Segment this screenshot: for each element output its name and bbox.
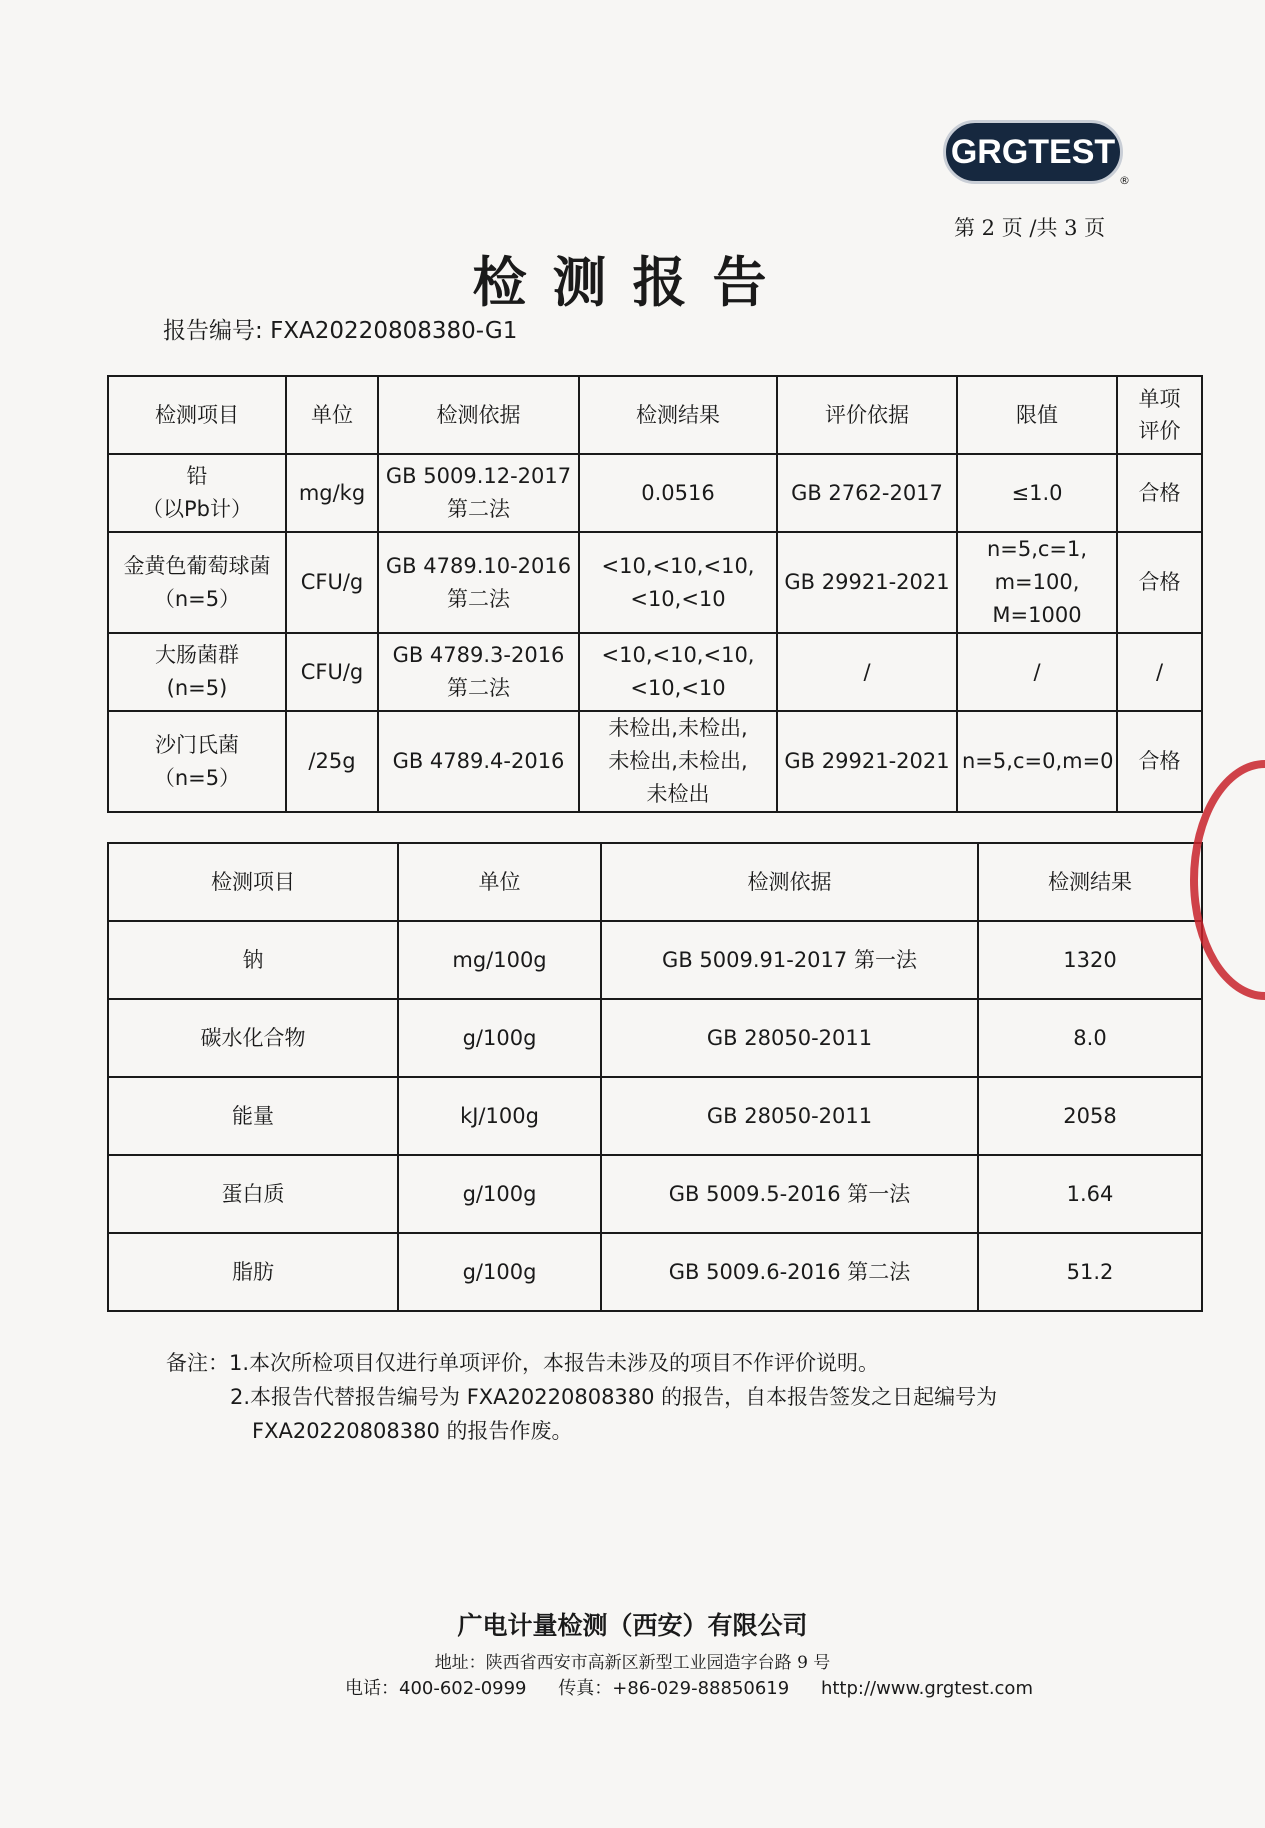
- cell-limit: /: [957, 633, 1117, 711]
- cell-item: 大肠菌群 (n=5): [108, 633, 286, 711]
- remarks: [166, 1346, 997, 1448]
- header-cell: 检测依据: [378, 376, 579, 454]
- table-header-row: [108, 843, 1202, 921]
- registered-mark: ®: [1119, 174, 1130, 187]
- cell-item: 脂肪: [108, 1233, 398, 1311]
- cell-basis: GB 2762-2017: [777, 454, 957, 532]
- cell-result: 1.64: [978, 1155, 1202, 1233]
- table-row: [108, 1233, 1202, 1311]
- cell-basis: GB 29921-2021: [777, 532, 957, 633]
- cell-method: GB 5009.91-2017 第一法: [601, 921, 978, 999]
- cell-result: 8.0: [978, 999, 1202, 1077]
- cell-result: <10,<10,<10, <10,<10: [579, 633, 777, 711]
- cell-unit: CFU/g: [286, 633, 378, 711]
- page-title: 检测报告: [472, 250, 793, 314]
- cell-unit: g/100g: [398, 1233, 601, 1311]
- cell-limit: ≤1.0: [957, 454, 1117, 532]
- table-row: [108, 1155, 1202, 1233]
- table-row: [108, 999, 1202, 1077]
- cell-unit: g/100g: [398, 999, 601, 1077]
- table-header-row: [108, 376, 1202, 454]
- table-row: [108, 532, 1202, 633]
- table-row: [108, 711, 1202, 812]
- cell-result: 0.0516: [579, 454, 777, 532]
- remark-line-3: FXA20220808380 的报告作废。: [252, 1419, 573, 1443]
- cell-basis: GB 29921-2021: [777, 711, 957, 812]
- cell-eval: 合格: [1117, 711, 1202, 812]
- contact-line: [345, 1674, 1059, 1700]
- report-number-value: FXA20220808380-G1: [270, 318, 518, 344]
- company-address: 地址：陕西省西安市高新区新型工业园造字台路 9 号: [434, 1653, 831, 1673]
- cell-unit: CFU/g: [286, 532, 378, 633]
- table-row: [108, 921, 1202, 999]
- cell-item: 碳水化合物: [108, 999, 398, 1077]
- cell-method: GB 28050-2011: [601, 999, 978, 1077]
- cell-item: 铅 （以Pb计）: [108, 454, 286, 532]
- nutrition-table: [107, 842, 1203, 1312]
- page-indicator: 第 2 页 /共 3 页: [954, 216, 1106, 240]
- header-cell: 单位: [398, 843, 601, 921]
- cell-item: 沙门氏菌 （n=5）: [108, 711, 286, 812]
- remark-line-2: 2.本报告代替报告编号为 FXA20220808380 的报告，自本报告签发之日起编号为: [230, 1385, 998, 1409]
- cell-method: GB 4789.3-2016 第二法: [378, 633, 579, 711]
- report-number-label: 报告编号:: [163, 318, 263, 344]
- cell-result: 2058: [978, 1077, 1202, 1155]
- cell-result: 51.2: [978, 1233, 1202, 1311]
- cell-limit: n=5,c=1, m=100, M=1000: [957, 532, 1117, 633]
- grgtest-logo: [943, 120, 1123, 184]
- table-row: [108, 633, 1202, 711]
- header-cell: 单位: [286, 376, 378, 454]
- cell-result: 1320: [978, 921, 1202, 999]
- header-cell: 限值: [957, 376, 1117, 454]
- cell-unit: mg/100g: [398, 921, 601, 999]
- website-link[interactable]: http://www.grgtest.com: [820, 1678, 1033, 1699]
- table-row: [108, 454, 1202, 532]
- header-cell: 检测项目: [108, 376, 286, 454]
- cell-unit: kJ/100g: [398, 1077, 601, 1155]
- cell-item: 钠: [108, 921, 398, 999]
- cell-method: GB 5009.6-2016 第二法: [601, 1233, 978, 1311]
- header-cell: 检测依据: [601, 843, 978, 921]
- cell-eval: /: [1117, 633, 1202, 711]
- fax: 传真：+86-029-88850619: [558, 1678, 790, 1699]
- cell-eval: 合格: [1117, 454, 1202, 532]
- logo-text: GRGTEST: [950, 132, 1116, 171]
- cell-method: GB 5009.5-2016 第一法: [601, 1155, 978, 1233]
- header-cell: 检测项目: [108, 843, 398, 921]
- cell-eval: 合格: [1117, 532, 1202, 633]
- header-cell: 检测结果: [978, 843, 1202, 921]
- header-cell: 单项 评价: [1117, 376, 1202, 454]
- remark-line-1: 备注：1.本次所检项目仅进行单项评价，本报告未涉及的项目不作评价说明。: [166, 1351, 880, 1375]
- cell-item: 蛋白质: [108, 1155, 398, 1233]
- cell-item: 能量: [108, 1077, 398, 1155]
- table-row: [108, 1077, 1202, 1155]
- cell-method: GB 4789.10-2016 第二法: [378, 532, 579, 633]
- phone: 电话：400-602-0999: [345, 1678, 527, 1699]
- cell-unit: mg/kg: [286, 454, 378, 532]
- cell-basis: /: [777, 633, 957, 711]
- cell-result: 未检出,未检出, 未检出,未检出, 未检出: [579, 711, 777, 812]
- cell-unit: /25g: [286, 711, 378, 812]
- company-name: 广电计量检测（西安）有限公司: [457, 1611, 808, 1640]
- report-number: [163, 312, 517, 345]
- test-results-table: [107, 375, 1203, 813]
- cell-method: GB 28050-2011: [601, 1077, 978, 1155]
- cell-item: 金黄色葡萄球菌 （n=5）: [108, 532, 286, 633]
- cell-method: GB 4789.4-2016: [378, 711, 579, 812]
- cell-method: GB 5009.12-2017 第二法: [378, 454, 579, 532]
- cell-result: <10,<10,<10, <10,<10: [579, 532, 777, 633]
- header-cell: 评价依据: [777, 376, 957, 454]
- cell-unit: g/100g: [398, 1155, 601, 1233]
- header-cell: 检测结果: [579, 376, 777, 454]
- cell-limit: n=5,c=0,m=0: [957, 711, 1117, 812]
